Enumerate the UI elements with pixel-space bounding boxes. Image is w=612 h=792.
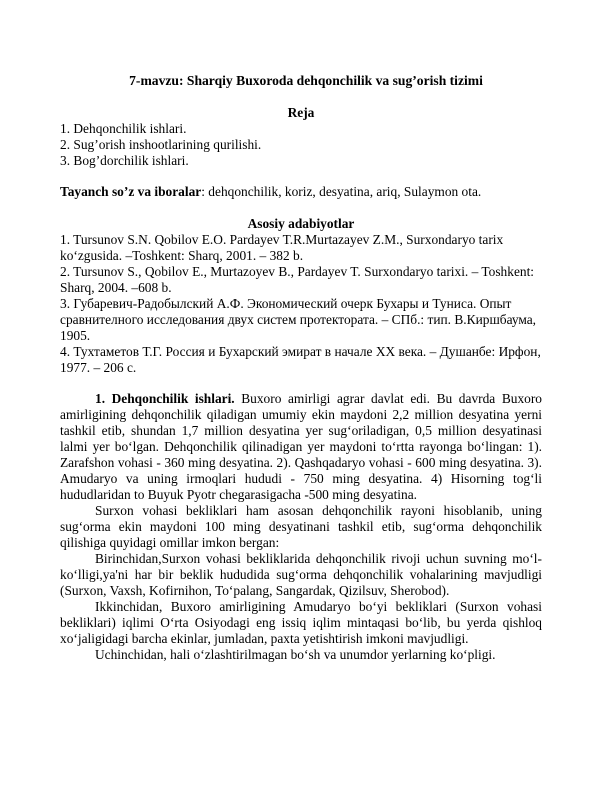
- plan-list: [60, 121, 542, 169]
- literature-item: 1. Tursunov S.N. Qobilov E.O. Pardayev T.R.Murtazayev Z.M., Surxondaryo tarix ko‘zgusida. –Toshkent: Sharq, 2001. – 382 b.: [60, 232, 504, 263]
- plan-heading: Reja: [287, 105, 315, 120]
- plan-item: 2. Sug’orish inshootlarining qurilishi.: [60, 137, 262, 152]
- paragraph-5: Uchinchidan, hali o‘zlashtirilmagan bo‘sh va unumdor yerlarning ko‘pligi.: [95, 647, 496, 662]
- paragraph-1: [60, 391, 542, 503]
- keywords-line: [60, 184, 542, 200]
- paragraph-2: Surxon vohasi bekliklari ham asosan dehqonchilik rayoni hisoblanib, uning sug‘orma ekin maydoni 100 ming desyatinani tashkil etib, sug‘orma dehqonchilik qilishiga quyidagi omillar imkon bergan:: [60, 503, 542, 550]
- keywords-label: Tayanch so’z va iboralar: [60, 184, 202, 199]
- literature-item: 3. Губаревич-Радобылский А.Ф. Экономический очерк Бухары и Туниса. Опыт сравнителного исследования двух систем протектората. – СПб.: тип. В.Киршбаума, 1905.: [60, 296, 537, 343]
- literature-item: 2. Tursunov S., Qobilov E., Murtazoyev B., Pardayev T. Surxondaryo tarixi. – Toshkent: Sharq, 2004. –608 b.: [60, 264, 535, 295]
- main-text: [60, 391, 542, 663]
- page-title: 7-mavzu: Sharqiy Buxoroda dehqonchilik va sug’orish tizimi: [129, 73, 483, 88]
- literature-list: [60, 232, 542, 376]
- keywords-text: : dehqonchilik, koriz, desyatina, ariq, Sulaymon ota.: [201, 184, 482, 199]
- plan-item: 3. Bog’dorchilik ishlari.: [60, 153, 189, 168]
- literature-heading: Asosiy adabiyotlar: [247, 216, 355, 231]
- section-heading: 1. Dehqonchilik ishlari.: [95, 391, 235, 406]
- paragraph-4: Ikkinchidan, Buxoro amirligining Amudaryo bo‘yi bekliklari (Surxon vohasi bekliklari) iqlimi O‘rta Osiyodagi eng issiq iqlim mintaqasi bo‘lib, bu yerda qishloq xo‘jaligidagi barcha ekinlar, jumladan, paxta yetishtirish imkoni mavjudligi.: [60, 599, 542, 646]
- paragraph-1-text: Buxoro amirligi agrar davlat edi. Bu davrda Buxoro amirligining dehqonchilik qiladigan umumiy ekin maydoni 2,2 million desyatina yerni tashkil etib, shundan 1,7 million desyatina yer sug‘oriladigan, 0,5 million desyatinasi lalmi yer bo‘lgan. Dehqonchilik qilinadigan yer maydoni to‘rtta rayonga bo‘lingan: 1). Zarafshon vohasi - 360 ming desyatina. 2). Qashqadaryo vohasi - 600 ming desyatina. 3). Amudaryo va uning irmoqlari hududi - 750 ming desyatina. 4) Hisorning tog‘li hududlaridan to Buyuk Pyotr chegarasigacha -500 ming desyatina.: [60, 391, 542, 502]
- literature-item: 4. Тухтаметов Т.Г. Россия и Бухарский эмират в начале XX века. – Душанбе: Ирфон, 1977. – 206 с.: [60, 344, 541, 375]
- paragraph-3: Birinchidan,Surxon vohasi bekliklarida dehqonchilik rivoji uchun suvning mo‘l-ko‘lligi,ya'ni har bir beklik hududida sug‘orma dehqonchilik vohalarining mavjudligi (Surxon, Vaxsh, Kofirnihon, To‘palang, Sangardak, Qizilsuv, Sherobod).: [60, 551, 542, 598]
- plan-item: 1. Dehqonchilik ishlari.: [60, 121, 187, 136]
